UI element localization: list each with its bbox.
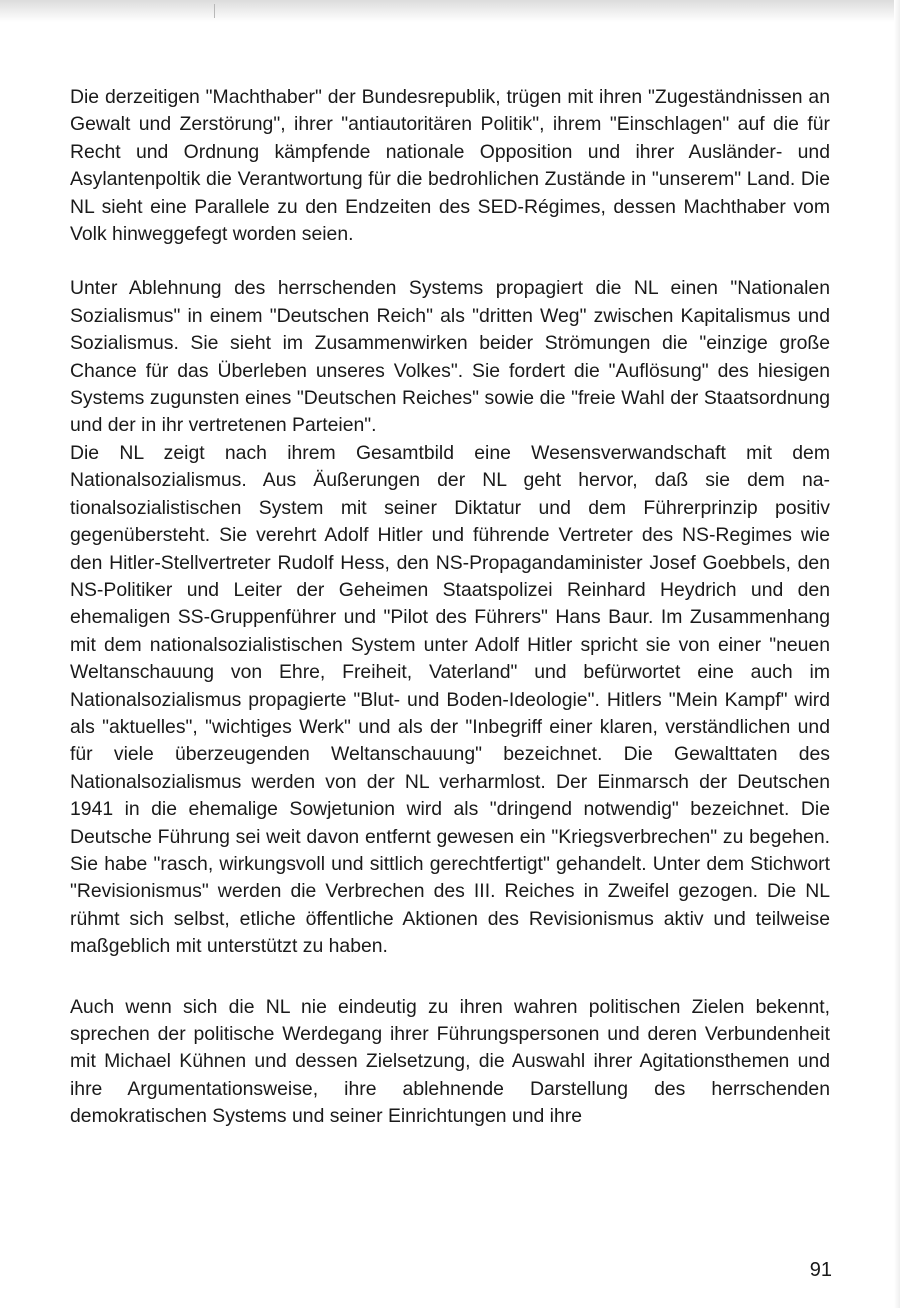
scan-top-edge [0, 0, 900, 22]
paragraph-4: Auch wenn sich die NL nie eindeutig zu ihren wahren politischen Zielen bekennt, sprechen der politische Werdegang ihrer Führungspersonen und deren Verbundenheit mit Michael Kühnen und dessen Zielsetzung, die Auswahl ihrer Agitationsthemen und ihre Argumentationsweise, ihre ablehnende Darstellung des herrschenden demokratischen Systems und seiner Einrichtungen und ihre [70, 995, 830, 1128]
document-body [70, 84, 830, 1131]
scan-edge-mark [214, 4, 215, 18]
paragraph-2: Unter Ablehnung des herrschenden Systems propagiert die NL einen "Nationalen Sozialismus" in einem "Deutschen Reich" als "dritten Weg" zwischen Kapitalismus und Sozialismus. Sie sieht im Zusammenwirken beider Strömungen die "einzige große Chance für das Überleben unseres Volkes". Sie fordert die "Auflösung" des hiesigen Systems zugunsten eines "Deutschen Reiches" sowie die "freie Wahl der Staatsordnung und der in ihr vertretenen Parteien". [70, 277, 830, 437]
paragraph-3: Die NL zeigt nach ihrem Gesamtbild eine Wesensverwandschaft mit dem Nationalsozialismus. Aus Äußerungen der NL geht hervor, daß sie dem nationalsozialistischen System mit seiner Diktatur und dem Führerprinzip positiv gegenübersteht. Sie verehrt Adolf Hitler und führende Vertreter des NS-Regimes wie den Hitler-Stellvertreter Rudolf Hess, den NS-Propagandaminister Josef Goebbels, den NS-Politiker und Leiter der Geheimen Staatspolizei Reinhard Heydrich und den ehemaligen SS-Gruppenführer und "Pilot des Führers" Hans Baur. Im Zusammenhang mit dem nationalsozialistischen System unter Adolf Hitler spricht sie von einer "neuen Weltanschauung von Ehre, Freiheit, Vaterland" und befürwortet eine auch im Nationalsozialismus propagierte "Blut- und Boden-Ideologie". Hitlers "Mein Kampf" wird als "aktuelles", "wichtiges Werk" und als der "Inbegriff einer klaren, verständlichen und für viele überzeugenden Weltanschauung" bezeichnet. Die Gewalttaten des Nationalsozialismus werden von der NL verharmlost. Der Einmarsch der Deutschen 1941 in die ehemalige Sowjetunion wird als "dringend notwendig" bezeichnet. Die Deutsche Führung sei weit davon entfernt gewesen ein "Kriegsverbrechen" zu begehen. Sie habe "rasch, wirkungsvoll und sittlich gerechtfertigt" gehandelt. Unter dem Stichwort "Revisionismus" werden die Verbrechen des III. Reiches in Zweifel gezogen. Die NL rühmt sich selbst, etliche öffentliche Aktionen des Revisionismus aktiv und teilweise maßgeblich mit unterstützt zu haben. [70, 441, 830, 958]
paragraph-1: Die derzeitigen "Machthaber" der Bundesrepublik, trügen mit ihren "Zugeständnissen an Gewalt und Zerstörung", ihrer "antiautoritären Politik", ihrem "Einschlagen" auf die für Recht und Ordnung kämpfende nationale Opposition und ihrer Ausländer- und Asylantenpoltik die Verantwortung für die bedrohlichen Zustände in "unserem" Land. Die NL sieht eine Parallele zu den Endzeiten des SED-Régimes, dessen Machthaber vom Volk hinweggefegt worden seien. [70, 86, 830, 246]
scan-right-edge [894, 0, 900, 1308]
page-number: 91 [809, 1259, 832, 1281]
